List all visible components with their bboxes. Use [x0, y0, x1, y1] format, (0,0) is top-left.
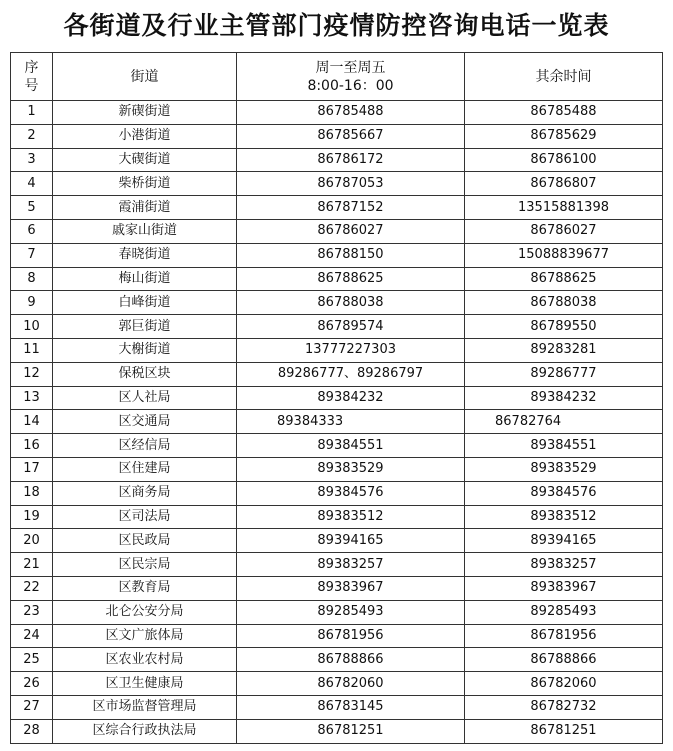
table-row: [11, 124, 663, 148]
row-other-phone-cell: 86788038: [465, 291, 663, 315]
row-weekday-phone-cell: 86783145: [237, 695, 465, 719]
row-other-phone-cell: 86782764: [465, 410, 663, 434]
row-index-cell: 17: [11, 457, 53, 481]
row-weekday-phone-cell: 86787152: [237, 196, 465, 220]
row-other-phone-cell: 89383257: [465, 553, 663, 577]
row-weekday-phone-cell: 89384576: [237, 481, 465, 505]
table-row: [11, 410, 663, 434]
row-index-cell: 9: [11, 291, 53, 315]
table-row: [11, 196, 663, 220]
row-weekday-phone-cell: 86788625: [237, 267, 465, 291]
row-other-phone-cell: 89383967: [465, 576, 663, 600]
table-row: [11, 576, 663, 600]
row-other-phone-cell: 86789550: [465, 315, 663, 339]
row-index-cell: 3: [11, 148, 53, 172]
row-other-phone-cell: 86786807: [465, 172, 663, 196]
table-row: [11, 481, 663, 505]
row-weekday-phone-cell: 89286777、89286797: [237, 362, 465, 386]
table-row: [11, 672, 663, 696]
row-index-cell: 25: [11, 648, 53, 672]
row-other-phone-cell: 13515881398: [465, 196, 663, 220]
row-department-cell: 霞浦街道: [53, 196, 237, 220]
row-department-cell: 梅山街道: [53, 267, 237, 291]
table-row: [11, 529, 663, 553]
row-department-cell: 区民宗局: [53, 553, 237, 577]
table-row: [11, 386, 663, 410]
header-weekday-line1: 周一至周五: [315, 59, 386, 76]
row-department-cell: 保税区块: [53, 362, 237, 386]
table-row: [11, 695, 663, 719]
table-row: [11, 338, 663, 362]
row-department-cell: 区商务局: [53, 481, 237, 505]
row-department-cell: 区文广旅体局: [53, 624, 237, 648]
table-row: [11, 434, 663, 458]
row-index-cell: 24: [11, 624, 53, 648]
table-header-row: [11, 53, 663, 101]
row-index-cell: 23: [11, 600, 53, 624]
row-weekday-phone-cell: 86781956: [237, 624, 465, 648]
row-index-cell: 11: [11, 338, 53, 362]
row-department-cell: 区住建局: [53, 457, 237, 481]
row-other-phone-cell: 89383529: [465, 457, 663, 481]
row-index-cell: 2: [11, 124, 53, 148]
row-index-cell: 7: [11, 243, 53, 267]
row-index-cell: 14: [11, 410, 53, 434]
row-index-cell: 4: [11, 172, 53, 196]
row-index-cell: 13: [11, 386, 53, 410]
row-other-phone-cell: 86785629: [465, 124, 663, 148]
table-row: [11, 148, 663, 172]
table-row: [11, 553, 663, 577]
row-weekday-phone-cell: 86785488: [237, 101, 465, 125]
table-row: [11, 719, 663, 743]
row-index-cell: 26: [11, 672, 53, 696]
row-index-cell: 20: [11, 529, 53, 553]
row-weekday-phone-cell: 89383529: [237, 457, 465, 481]
row-department-cell: 区民政局: [53, 529, 237, 553]
row-other-phone-cell: 86786027: [465, 219, 663, 243]
header-index-line1: 序: [24, 59, 39, 76]
row-department-cell: 大碶街道: [53, 148, 237, 172]
table-body: [11, 101, 663, 744]
row-department-cell: 春晓街道: [53, 243, 237, 267]
row-weekday-phone-cell: 89394165: [237, 529, 465, 553]
row-weekday-phone-cell: 89384551: [237, 434, 465, 458]
row-other-phone-cell: 86786100: [465, 148, 663, 172]
row-index-cell: 27: [11, 695, 53, 719]
row-department-cell: 新碶街道: [53, 101, 237, 125]
header-weekday-line2: 8:00-16：00: [307, 77, 394, 94]
row-weekday-phone-cell: 89285493: [237, 600, 465, 624]
row-other-phone-cell: 89384576: [465, 481, 663, 505]
table-row: [11, 600, 663, 624]
row-weekday-phone-cell: 86788866: [237, 648, 465, 672]
page-title: 各街道及行业主管部门疫情防控咨询电话一览表: [63, 11, 610, 40]
row-department-cell: 白峰街道: [53, 291, 237, 315]
row-weekday-phone-cell: 89383967: [237, 576, 465, 600]
row-index-cell: 22: [11, 576, 53, 600]
row-other-phone-cell: 86781251: [465, 719, 663, 743]
row-other-phone-cell: 86782060: [465, 672, 663, 696]
row-weekday-phone-cell: 86788150: [237, 243, 465, 267]
table-row: [11, 457, 663, 481]
row-department-cell: 区卫生健康局: [53, 672, 237, 696]
header-index: [11, 53, 53, 101]
row-weekday-phone-cell: 89383257: [237, 553, 465, 577]
row-weekday-phone-cell: 86788038: [237, 291, 465, 315]
row-other-phone-cell: 86781956: [465, 624, 663, 648]
row-department-cell: 区农业农村局: [53, 648, 237, 672]
row-other-phone-cell: 86782732: [465, 695, 663, 719]
row-department-cell: 小港街道: [53, 124, 237, 148]
header-street: 街道: [53, 53, 237, 101]
row-other-phone-cell: 89394165: [465, 529, 663, 553]
row-department-cell: 区综合行政执法局: [53, 719, 237, 743]
row-department-cell: 大榭街道: [53, 338, 237, 362]
row-department-cell: 柴桥街道: [53, 172, 237, 196]
row-index-cell: 6: [11, 219, 53, 243]
header-index-line2: 号: [24, 77, 39, 94]
row-index-cell: 12: [11, 362, 53, 386]
table-row: [11, 291, 663, 315]
row-department-cell: 区人社局: [53, 386, 237, 410]
table-row: [11, 648, 663, 672]
row-department-cell: 戚家山街道: [53, 219, 237, 243]
row-other-phone-cell: 86788866: [465, 648, 663, 672]
row-other-phone-cell: 89384551: [465, 434, 663, 458]
table-row: [11, 172, 663, 196]
row-index-cell: 8: [11, 267, 53, 291]
row-other-phone-cell: 15088839677: [465, 243, 663, 267]
row-index-cell: 18: [11, 481, 53, 505]
row-index-cell: 16: [11, 434, 53, 458]
row-department-cell: 区经信局: [53, 434, 237, 458]
table-row: [11, 219, 663, 243]
table-row: [11, 267, 663, 291]
table-row: [11, 243, 663, 267]
row-department-cell: 区市场监督管理局: [53, 695, 237, 719]
row-other-phone-cell: 89283281: [465, 338, 663, 362]
table-row: [11, 505, 663, 529]
header-weekday: [237, 53, 465, 101]
row-index-cell: 28: [11, 719, 53, 743]
row-other-phone-cell: 89384232: [465, 386, 663, 410]
row-index-cell: 5: [11, 196, 53, 220]
row-weekday-phone-cell: 89383512: [237, 505, 465, 529]
table-row: [11, 101, 663, 125]
row-department-cell: 北仑公安分局: [53, 600, 237, 624]
row-other-phone-cell: 89286777: [465, 362, 663, 386]
contact-table: [10, 52, 663, 744]
header-other-time: 其余时间: [465, 53, 663, 101]
row-weekday-phone-cell: 86786027: [237, 219, 465, 243]
row-weekday-phone-cell: 13777227303: [237, 338, 465, 362]
row-weekday-phone-cell: 86789574: [237, 315, 465, 339]
row-department-cell: 郭巨街道: [53, 315, 237, 339]
row-index-cell: 1: [11, 101, 53, 125]
row-other-phone-cell: 86788625: [465, 267, 663, 291]
row-other-phone-cell: 86785488: [465, 101, 663, 125]
row-department-cell: 区司法局: [53, 505, 237, 529]
row-weekday-phone-cell: 86785667: [237, 124, 465, 148]
row-weekday-phone-cell: 86782060: [237, 672, 465, 696]
row-department-cell: 区教育局: [53, 576, 237, 600]
table-row: [11, 362, 663, 386]
row-weekday-phone-cell: 89384232: [237, 386, 465, 410]
row-department-cell: 区交通局: [53, 410, 237, 434]
row-other-phone-cell: 89285493: [465, 600, 663, 624]
row-weekday-phone-cell: 86786172: [237, 148, 465, 172]
table-row: [11, 315, 663, 339]
row-index-cell: 21: [11, 553, 53, 577]
row-weekday-phone-cell: 86781251: [237, 719, 465, 743]
table-row: [11, 624, 663, 648]
row-weekday-phone-cell: 86787053: [237, 172, 465, 196]
row-other-phone-cell: 89383512: [465, 505, 663, 529]
row-index-cell: 10: [11, 315, 53, 339]
row-index-cell: 19: [11, 505, 53, 529]
row-weekday-phone-cell: 89384333: [237, 410, 465, 434]
